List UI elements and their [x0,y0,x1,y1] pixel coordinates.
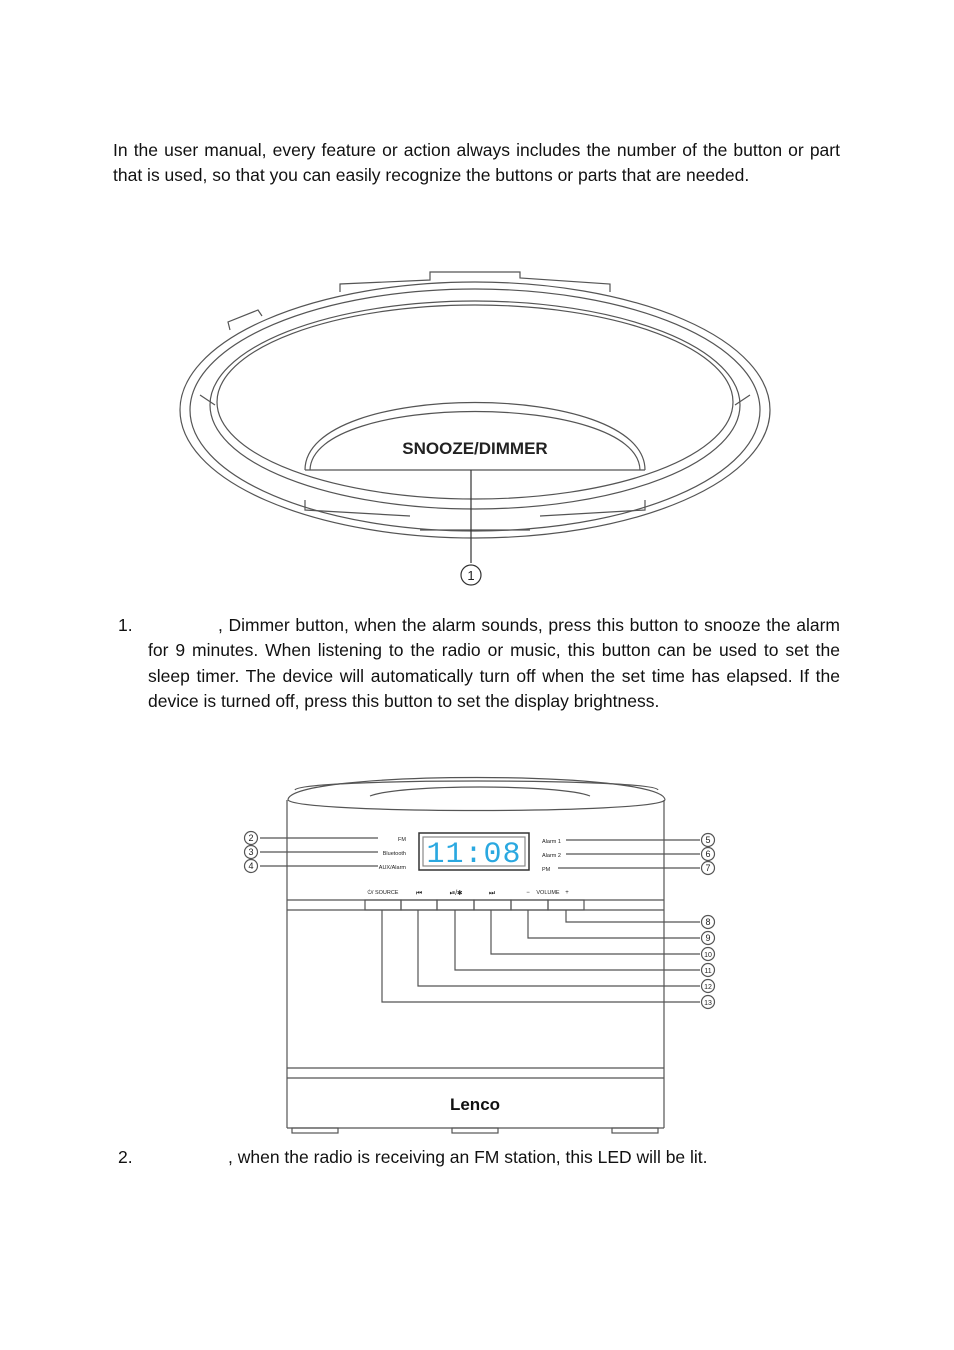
snooze-dimmer-label: SNOOZE/DIMMER [402,439,548,458]
callout-13: 13 [704,1000,712,1007]
source-button-label: ⏻/ SOURCE [367,890,399,896]
callout-12: 12 [704,984,712,991]
callout-2: 2 [248,833,254,843]
item-2-number: 2. [118,1147,133,1167]
volume-minus-label: − [526,890,530,896]
callout-5: 5 [705,835,711,845]
intro-paragraph: In the user manual, every feature or action always includes the number of the button or part that is used, so that you can easily recognize the buttons or parts that are needed. [113,140,840,186]
led-label-alarm2: Alarm 2 [542,853,561,859]
item-2-text: , when the radio is receiving an FM station, this LED will be lit. [228,1147,708,1167]
volume-label: VOLUME [536,890,560,896]
item-2 [118,1145,840,1170]
brand-logo: Lenco [449,1095,501,1114]
callout-7: 7 [705,863,711,873]
callout-3: 3 [248,847,254,857]
callout-8: 8 [705,917,711,927]
callout-6: 6 [705,849,711,859]
led-label-fm: FM [398,837,406,843]
prev-button-label: ⏮ [415,890,423,897]
callout-11: 11 [704,968,712,975]
callout-1: 1 [467,568,475,583]
display-time: 11:08 [426,838,522,872]
item-1-text: , Dimmer button, when the alarm sounds, press this button to snooze the alarm for 9 minutes. When listening to the radio or music, this button can be used to set the sleep timer. The device will automatically turn off when the set time has elapsed. If the device is turned off, press this button to set the display brightness. [148,615,840,711]
item-1-number: 1. [118,615,133,635]
top-view-diagram [0,0,954,600]
next-button-label: ⏭ [488,890,496,897]
led-label-alarm1: Alarm 1 [542,839,561,845]
item-1 [118,613,840,714]
volume-plus-label: + [565,890,569,896]
callout-4: 4 [248,861,254,871]
play-bt-button-label: ⏯/✱ [449,890,463,897]
led-label-bluetooth: Bluetooth [382,851,406,857]
callout-9: 9 [705,933,711,943]
callout-10: 10 [704,952,712,959]
led-label-aux-alarm: AUX/Alarm [378,865,406,871]
led-label-pm: PM [542,867,551,873]
